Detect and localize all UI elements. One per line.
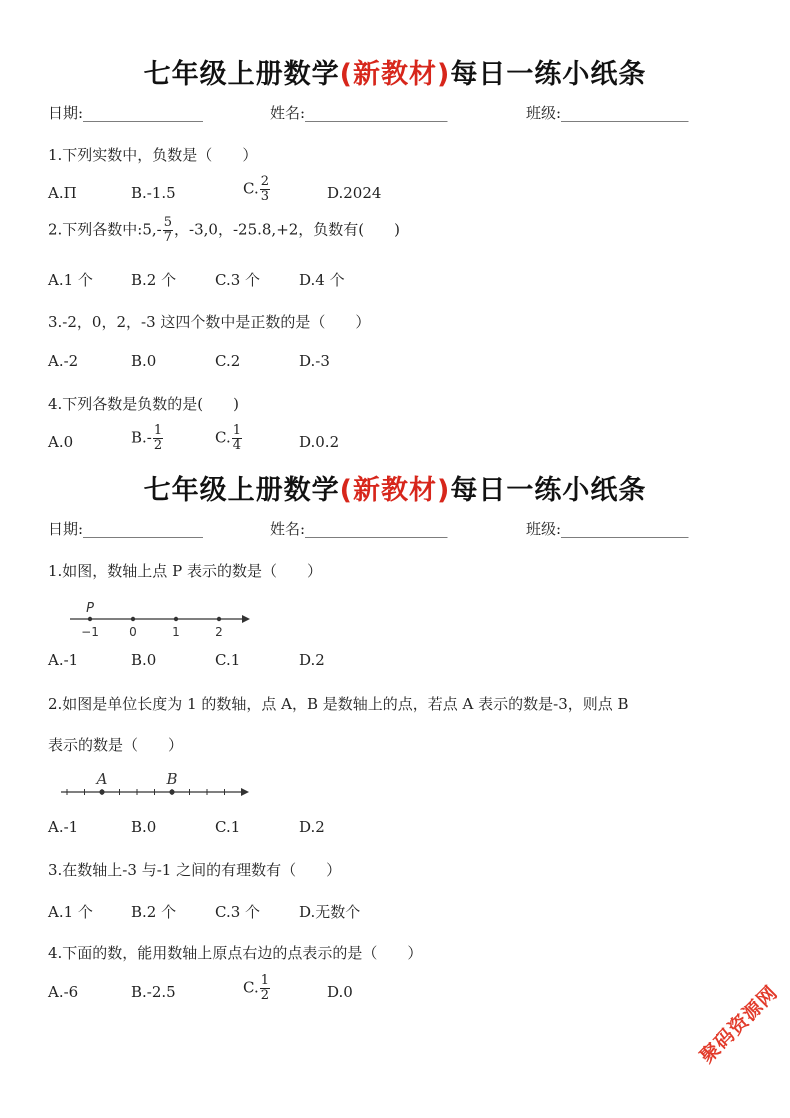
numerator: 1 — [153, 423, 163, 438]
s2-q2-option-a[interactable]: A.-1 — [48, 818, 79, 836]
q2-text-start: 2.下列各数中:5,- — [48, 220, 162, 239]
numerator: 5 — [163, 215, 173, 230]
title-text-end: 每日一练小纸条 — [450, 59, 647, 90]
q2-text-end: ，-3,0，-25.8,+2，负数有( ) — [174, 220, 401, 239]
title-highlight: (新教材) — [339, 59, 451, 90]
s2-q4-text: 4.下面的数，能用数轴上原点右边的点表示的是（ ） — [48, 944, 423, 962]
denominator: 2 — [260, 988, 269, 1003]
number-line-2 — [55, 770, 255, 806]
axis-arrow — [241, 788, 249, 796]
class-field[interactable]: 班级:_________________ — [526, 520, 689, 538]
title-text: 七年级上册数学 — [143, 475, 340, 506]
denominator: 7 — [163, 230, 173, 245]
point-p-label: P — [86, 601, 94, 616]
title-text: 七年级上册数学 — [143, 59, 340, 90]
tick-label: −1 — [81, 625, 99, 639]
s1-q3-text: 3.-2，0，2，-3 这四个数中是正数的是（ ） — [48, 313, 371, 331]
s2-q2-option-d[interactable]: D.2 — [299, 818, 325, 836]
tick-label: 0 — [129, 625, 137, 639]
title-text-end: 每日一练小纸条 — [450, 475, 647, 506]
class-field[interactable]: 班级:_________________ — [526, 104, 689, 122]
point-2 — [217, 617, 221, 621]
s1-q3-option-b[interactable]: B.0 — [131, 352, 157, 370]
s2-q4-option-b[interactable]: B.-2.5 — [131, 983, 176, 1001]
s2-q1-option-b[interactable]: B.0 — [131, 651, 157, 669]
s1-q1-option-d[interactable]: D.2024 — [327, 184, 382, 202]
point-a — [99, 789, 104, 794]
numerator: 1 — [232, 423, 241, 438]
s1-q2-option-d[interactable]: D.4 个 — [299, 271, 345, 289]
sheet2-meta — [48, 518, 748, 540]
option-label: C. — [215, 428, 231, 447]
s1-q2-option-a[interactable]: A.1 个 — [48, 271, 93, 289]
option-label: C. — [243, 978, 259, 997]
sheet1-meta — [48, 102, 748, 124]
numerator: 1 — [260, 973, 269, 988]
denominator: 2 — [153, 438, 163, 453]
s1-q4-option-d[interactable]: D.0.2 — [299, 433, 340, 451]
name-field[interactable]: 姓名:___________________ — [270, 104, 448, 122]
sheet1-title — [0, 52, 790, 91]
s1-q4-text: 4.下列各数是负数的是( ) — [48, 395, 240, 413]
s1-q1-option-b[interactable]: B.-1.5 — [131, 184, 176, 202]
point-a-label: A — [96, 770, 108, 788]
name-field[interactable]: 姓名:___________________ — [270, 520, 448, 538]
denominator: 4 — [232, 438, 241, 453]
s2-q2-option-b[interactable]: B.0 — [131, 818, 157, 836]
watermark-logo: 聚码资源网 — [695, 981, 783, 1068]
s2-q3-option-c[interactable]: C.3 个 — [215, 903, 261, 921]
point-b — [169, 789, 174, 794]
s1-q3-option-c[interactable]: C.2 — [215, 352, 241, 370]
fraction — [163, 216, 173, 245]
s1-q2-option-c[interactable]: C.3 个 — [215, 271, 261, 289]
s1-q3-option-d[interactable]: D.-3 — [299, 352, 330, 370]
s1-q1-text: 1.下列实数中，负数是（ ） — [48, 146, 258, 164]
fraction — [232, 424, 242, 453]
title-highlight: (新教材) — [339, 475, 451, 506]
s1-q1-option-c[interactable] — [243, 175, 271, 204]
s1-q4-option-c[interactable] — [215, 424, 243, 453]
s2-q2-text-line2: 表示的数是（ ） — [48, 736, 184, 754]
s1-q2-option-b[interactable]: B.2 个 — [131, 271, 177, 289]
numerator: 2 — [260, 174, 269, 189]
tick-label: 2 — [215, 625, 223, 639]
fraction — [260, 175, 270, 204]
point-1 — [174, 617, 178, 621]
s2-q3-option-d[interactable]: D.无数个 — [299, 903, 361, 921]
s1-q4-option-a[interactable]: A.0 — [48, 433, 74, 451]
s2-q4-option-d[interactable]: D.0 — [327, 983, 353, 1001]
tick-label: 1 — [172, 625, 180, 639]
point-0 — [131, 617, 135, 621]
s2-q1-text: 1.如图，数轴上点 P 表示的数是（ ） — [48, 562, 322, 580]
s1-q1-option-a[interactable]: A.Π — [48, 184, 77, 202]
denominator: 3 — [260, 189, 269, 204]
s2-q3-option-b[interactable]: B.2 个 — [131, 903, 177, 921]
s2-q4-option-a[interactable]: A.-6 — [48, 983, 79, 1001]
s2-q2-option-c[interactable]: C.1 — [215, 818, 241, 836]
option-label: B.- — [131, 428, 152, 447]
option-label: C. — [243, 179, 259, 198]
point-b-label: B — [166, 770, 178, 788]
s1-q2-text — [48, 216, 400, 245]
date-field[interactable]: 日期:________________ — [48, 520, 204, 538]
s2-q1-option-c[interactable]: C.1 — [215, 651, 241, 669]
number-line-1 — [60, 598, 260, 643]
sheet2-title — [0, 468, 790, 507]
s2-q3-option-a[interactable]: A.1 个 — [48, 903, 93, 921]
s2-q4-option-c[interactable] — [243, 974, 271, 1003]
date-field[interactable]: 日期:________________ — [48, 104, 204, 122]
point-p — [88, 617, 92, 621]
fraction — [260, 974, 270, 1003]
s1-q3-option-a[interactable]: A.-2 — [48, 352, 79, 370]
s2-q3-text: 3.在数轴上-3 与-1 之间的有理数有（ ） — [48, 861, 342, 879]
s2-q2-text-line1: 2.如图是单位长度为 1 的数轴，点 A，B 是数轴上的点，若点 A 表示的数是-3，则点 B — [48, 695, 629, 713]
s2-q1-option-d[interactable]: D.2 — [299, 651, 325, 669]
axis-arrow — [242, 615, 250, 623]
s1-q4-option-b[interactable] — [131, 424, 164, 453]
s2-q1-option-a[interactable]: A.-1 — [48, 651, 79, 669]
fraction — [153, 424, 163, 453]
